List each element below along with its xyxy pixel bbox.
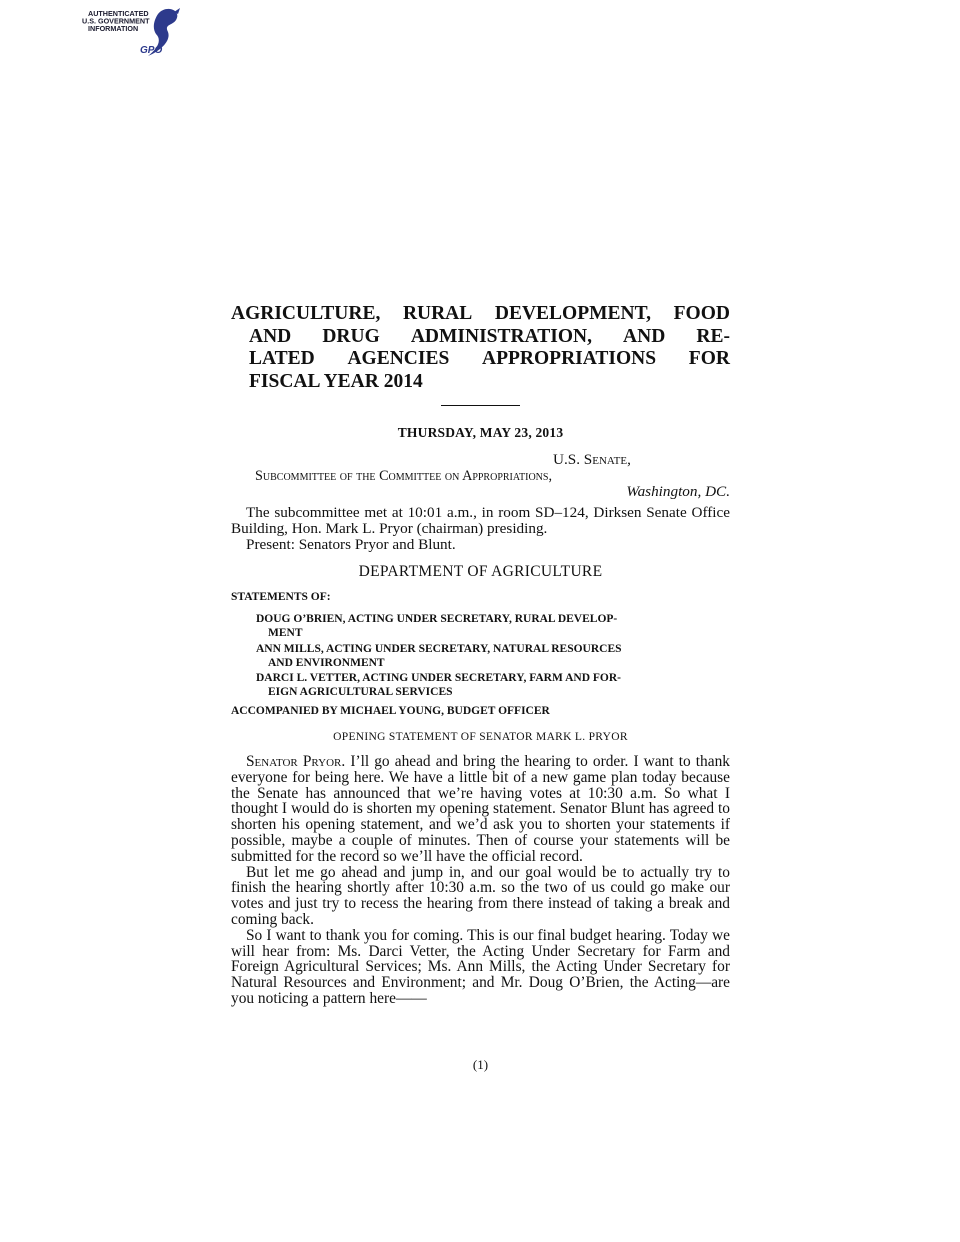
witness-entry — [256, 612, 730, 640]
subcommittee-name: Subcommittee of the Committee on Appropriations, — [255, 468, 552, 484]
witness-entry — [256, 642, 730, 670]
logo-line-authenticated: AUTHENTICATED — [88, 9, 149, 18]
statements-label: STATEMENTS OF: — [231, 591, 331, 603]
logo-gpo-mark: GPO — [140, 45, 163, 56]
title-line-3 — [231, 348, 730, 371]
intro-section — [231, 505, 730, 553]
gpo-authenticated-logo — [70, 6, 190, 60]
logo-line-information: INFORMATION — [88, 24, 139, 33]
witness-line-cont: MENT — [268, 627, 303, 639]
body-paragraph: But let me go ahead and jump in, and our goal would be to actually try to finish the hearing shortly after 10:30 a.m. so the two of us could go make our votes and just try to recess the hearing from there instead of taking a break and coming back. — [231, 863, 730, 928]
title-divider — [441, 405, 520, 406]
title-word: RURAL — [402, 303, 473, 324]
hearing-title — [231, 303, 730, 393]
title-word: FISCAL YEAR 2014 — [249, 370, 423, 392]
witness-line-cont: EIGN AGRICULTURAL SERVICES — [268, 686, 453, 698]
title-word: AND — [623, 325, 666, 347]
senate-name: U.S. Senate, — [553, 451, 631, 468]
title-line-4 — [231, 371, 730, 394]
title-word: DEVELOPMENT, — [494, 303, 652, 324]
title-word: RE- — [696, 325, 730, 347]
title-word: DRUG — [322, 325, 380, 347]
logo-line-government: U.S. GOVERNMENT — [82, 16, 150, 26]
department-heading: DEPARTMENT OF AGRICULTURE — [358, 563, 603, 580]
title-word: APPROPRIATIONS — [482, 348, 657, 369]
location: Washington, DC. — [626, 483, 730, 500]
title-word: AGRICULTURE, — [231, 303, 381, 324]
title-word: ADMINISTRATION, — [410, 325, 592, 347]
statement-body — [231, 754, 730, 1007]
title-word: FOOD — [673, 303, 730, 324]
title-line-2 — [231, 326, 730, 349]
title-word: LATED — [249, 348, 315, 369]
body-paragraph: So I want to thank you for coming. This is our final budget hearing. Today we will hear from: Ms. Darci Vetter, the Acting Under Secretary for Farm and Foreign Agricultural Services; Ms. Ann Mills, the Acting Under Secretary for Natural Resources and Environment; and Mr. Doug O’Brien, the Acting—are you noticing a pattern here—— — [231, 926, 730, 1007]
accompanied-by: ACCOMPANIED BY MICHAEL YOUNG, BUDGET OFFICER — [231, 705, 550, 717]
witness-line-cont: AND ENVIRONMENT — [268, 657, 385, 669]
title-word: AND — [249, 325, 292, 347]
senate-header — [231, 452, 730, 500]
present-paragraph: Present: Senators Pryor and Blunt. — [246, 536, 456, 553]
witness-line: DOUG O’BRIEN, ACTING UNDER SECRETARY, RURAL DEVELOP- — [256, 613, 618, 625]
speaker-name: Senator Pryor. — [246, 753, 346, 770]
page-number: (1) — [472, 1057, 489, 1072]
paragraph-text: I’ll go ahead and bring the hearing to order. I want to thank everyone for being here. We have a little bit of a new game plan today because the Senate has announced that we’re having votes at 10:30 a.m. So what I thought I would do is shorten my opening statement. Senator Blunt has agreed to shorten his opening statement, and we’d ask you to shorten your statements if possible, maybe a couple of minutes. Then of course your statements will be submitted for the record so we’ll have the official record. — [231, 753, 730, 865]
title-word: FOR — [688, 348, 730, 369]
intro-paragraph: The subcommittee met at 10:01 a.m., in room SD–124, Dirksen Senate Office Building, Hon. Mark L. Pryor (chairman) presiding. — [231, 504, 730, 537]
hearing-date: THURSDAY, MAY 23, 2013 — [397, 425, 564, 440]
title-word: AGENCIES — [347, 348, 450, 369]
witness-entry — [256, 671, 730, 699]
opening-statement-heading: OPENING STATEMENT OF SENATOR MARK L. PRYOR — [333, 731, 628, 743]
title-line-1 — [231, 303, 730, 326]
witness-line: DARCI L. VETTER, ACTING UNDER SECRETARY, FARM AND FOR- — [256, 672, 621, 684]
body-paragraph — [231, 754, 730, 865]
witness-line: ANN MILLS, ACTING UNDER SECRETARY, NATURAL RESOURCES — [256, 643, 622, 655]
